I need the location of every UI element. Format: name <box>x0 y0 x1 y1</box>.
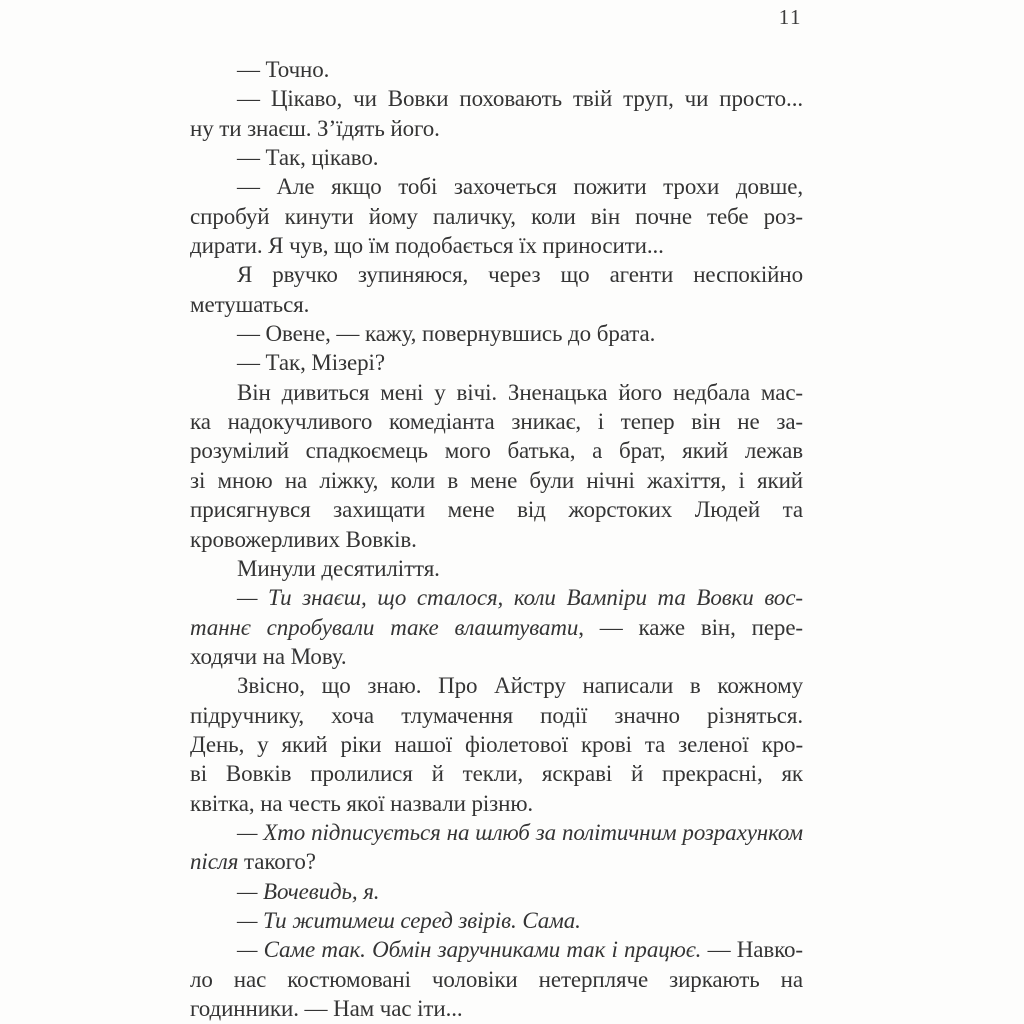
text-line <box>190 877 803 906</box>
text-segment: — Так, Мізері? <box>237 350 385 376</box>
text-segment: ходячи на Мову. <box>190 643 347 669</box>
text-line <box>190 231 803 260</box>
text-line <box>190 965 803 994</box>
text-line <box>190 789 803 818</box>
text-line <box>190 701 803 730</box>
text-segment: дирати. Я чув, що їм подобається їх приносити... <box>190 233 664 259</box>
text-segment: День, у який ріки нашої фіолетової крові та зеленої кро- <box>190 731 803 757</box>
text-segment: — Так, цікаво. <box>237 145 379 171</box>
text-line <box>190 466 803 495</box>
text-segment: Я рвучко зупиняюся, через що агенти неспокійно <box>237 262 803 288</box>
text-line <box>190 613 803 642</box>
text-line <box>190 759 803 788</box>
text-line <box>190 906 803 935</box>
text-segment: Він дивиться мені у вічі. Зненацька його недбала мас- <box>237 379 803 405</box>
text-line <box>190 994 803 1023</box>
text-line <box>190 407 803 436</box>
text-segment: — Точно. <box>237 57 330 82</box>
text-line <box>190 319 803 348</box>
text-segment-italic: — Ти знаєш, що сталося, коли Вампіри та Вовки вос- <box>237 585 803 611</box>
text-line <box>190 554 803 583</box>
text-line <box>190 671 803 700</box>
text-line <box>190 348 803 377</box>
text-line <box>190 172 803 201</box>
text-segment: — Але якщо тобі захочеться пожити трохи довше, <box>237 174 803 200</box>
text-line <box>190 290 803 319</box>
text-segment: такого? <box>243 849 316 875</box>
text-segment: кровожерливих Вовків. <box>190 526 417 552</box>
text-line <box>190 84 803 113</box>
text-segment-italic: — Ти житимеш серед звірів. Сама. <box>237 907 581 933</box>
text-segment: годинники. — Нам час іти... <box>190 996 463 1021</box>
text-segment: , — каже він, пере- <box>578 614 803 640</box>
text-segment: ло нас костюмовані чоловіки нетерпляче зиркають на <box>190 966 803 992</box>
text-segment: Минули десятиліття. <box>237 555 440 581</box>
text-segment: підручнику, хоча тлумачення події значно різняться. <box>190 702 803 728</box>
text-segment-italic: таннє спробували таке влаштувати <box>190 614 579 640</box>
text-line <box>190 642 803 671</box>
text-line <box>190 378 803 407</box>
text-line <box>190 143 803 172</box>
text-segment: розумілий спадкоємець мого батька, а брат, який лежав <box>190 438 803 464</box>
text-segment-italic: — Хто підписується на шлюб за політичним розрахунком <box>237 819 803 845</box>
text-line <box>190 436 803 465</box>
text-line <box>190 202 803 231</box>
text-line <box>190 260 803 289</box>
text-segment: ка надокучливого комедіанта зникає, і тепер він не за- <box>190 409 803 435</box>
text-line <box>190 525 803 554</box>
page-number: 11 <box>778 5 802 29</box>
text-segment: спробуй кинути йому паличку, коли він почне тебе роз- <box>190 203 803 229</box>
text-line <box>190 730 803 759</box>
text-segment: ві Вовків пролилися й текли, яскраві й прекрасні, як <box>190 761 803 787</box>
text-line <box>190 114 803 143</box>
text-segment-italic: — Саме так. Обмін заручниками так і працює. <box>237 937 702 963</box>
text-segment: — Навко- <box>701 937 803 963</box>
text-segment: — Овене, — кажу, повернувшись до брата. <box>237 321 656 347</box>
text-segment: метушаться. <box>190 291 310 317</box>
text-line <box>190 495 803 524</box>
text-line <box>190 55 803 84</box>
text-line <box>190 583 803 612</box>
text-segment: присягнувся захищати мене від жорстоких Людей та <box>190 497 803 523</box>
text-segment: квітка, на честь якої назвали різню. <box>190 790 534 816</box>
text-line <box>190 818 803 847</box>
text-segment: зі мною на ліжку, коли в мене були нічні жахіття, і який <box>190 467 803 493</box>
page-text <box>190 55 803 1023</box>
text-segment: Звісно, що знаю. Про Айстру написали в кожному <box>237 673 803 699</box>
text-segment-italic: — Вочевидь, я. <box>237 878 380 904</box>
text-segment: ну ти знаєш. З’їдять його. <box>190 115 440 141</box>
text-line <box>190 935 803 964</box>
text-segment-italic: після <box>190 849 244 875</box>
text-line <box>190 847 803 876</box>
text-segment: — Цікаво, чи Вовки поховають твій труп, чи просто... <box>237 86 803 112</box>
